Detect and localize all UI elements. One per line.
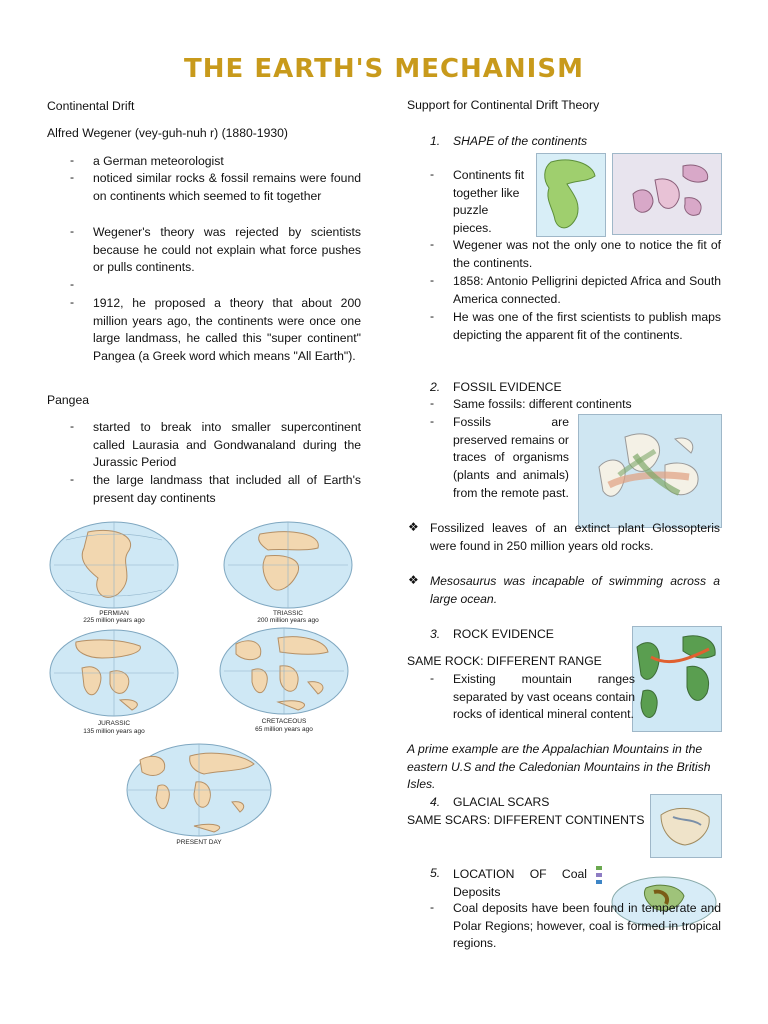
section-number: 4. xyxy=(430,795,441,809)
map-sublabel: 65 million years ago xyxy=(255,726,313,733)
glacial-scars-map xyxy=(650,794,722,858)
map-sublabel: 225 million years ago xyxy=(83,617,145,624)
map-label: CRETACEOUS xyxy=(261,718,307,725)
map-sublabel: 135 million years ago xyxy=(83,728,145,735)
list-item: noticed similar rocks & fossil remains were found on continents which seemed to fit together xyxy=(93,171,361,203)
dash: - xyxy=(70,419,75,433)
list-item: 1858: Antonio Pelligrini depicted Africa and South America connected. xyxy=(453,274,721,306)
rock-map-icon xyxy=(633,627,721,731)
pangea-map-icon xyxy=(537,154,605,236)
list-item: Coal deposits have been found in temperate and Polar Regions; however, coal is formed in tropical regions. xyxy=(453,901,721,951)
continents-fit-image xyxy=(612,153,722,235)
list-item: Continents fit together like puzzle pieces. xyxy=(453,168,525,236)
globe-map-icon xyxy=(222,520,354,610)
paleo-map-jurassic xyxy=(48,628,180,738)
dash: - xyxy=(70,277,75,291)
list-item: Existing mountain ranges separated by vast oceans contain rocks of identical mineral content. xyxy=(453,672,635,722)
map-label: JURASSIC xyxy=(97,720,131,727)
dash: - xyxy=(70,472,75,486)
dash: - xyxy=(70,170,75,184)
list-item: Wegener was not the only one to notice the fit of the continents. xyxy=(453,238,721,270)
section-title: GLACIAL SCARS xyxy=(453,795,550,809)
section-number: 1. xyxy=(430,134,441,148)
globe-map-icon xyxy=(124,742,274,838)
list-item: Fossilized leaves of an extinct plant Glossopteris were found in 250 million years old rocks. xyxy=(430,521,720,553)
section-subtitle: SAME SCARS: DIFFERENT CONTINENTS xyxy=(407,813,645,827)
continents-map-icon xyxy=(613,154,721,234)
diamond-bullet-icon: ❖ xyxy=(408,520,419,534)
paleo-map-triassic xyxy=(222,520,354,624)
dash: - xyxy=(430,671,435,685)
list-item: Same fossils: different continents xyxy=(453,397,632,411)
fossil-evidence-map xyxy=(578,414,722,528)
wegener-pronunciation: (vey-guh-nuh r) xyxy=(134,126,219,140)
section-number: 2. xyxy=(430,380,441,394)
list-item: Wegener's theory was rejected by scientists because he could not explain what force pushes or pulls continents. xyxy=(93,225,361,275)
pangea-heading: Pangea xyxy=(47,393,90,407)
dash: - xyxy=(430,900,435,914)
dash: - xyxy=(430,273,435,287)
list-item: He was one of the first scientists to publish maps depicting the apparent fit of the continents. xyxy=(453,310,721,342)
wegener-line xyxy=(47,125,288,143)
map-label: PERMIAN xyxy=(99,610,129,617)
paleo-map-cretaceous xyxy=(218,626,350,738)
pangea-fit-image xyxy=(536,153,606,237)
continental-drift-heading: Continental Drift xyxy=(47,99,135,113)
wegener-name: Alfred Wegener xyxy=(47,126,132,140)
section-title: LOCATION OF Coal Deposits xyxy=(453,867,587,899)
globe-map-icon xyxy=(48,628,180,718)
globe-map-icon xyxy=(218,626,350,716)
page-title: THE EARTH'S MECHANISM xyxy=(184,54,584,84)
dash: - xyxy=(70,153,75,167)
dash: - xyxy=(430,396,435,410)
list-item: Fossils are preserved remains or traces of organisms (plants and animals) from the remote past. xyxy=(453,415,569,500)
support-heading: Support for Continental Drift Theory xyxy=(407,98,600,112)
fossil-map-icon xyxy=(579,415,721,527)
dash: - xyxy=(430,414,435,428)
globe-map-icon xyxy=(48,520,180,610)
list-item: the large landmass that included all of Earth's present day continents xyxy=(93,473,361,505)
section-title: SHAPE of the continents xyxy=(453,134,588,148)
list-item: 1912, he proposed a theory that about 200 million years ago, the continents were once one large landmass, he called this "super continent" Pangea (a Greek word which means "All Earth"). xyxy=(93,296,361,364)
section-title: ROCK EVIDENCE xyxy=(453,627,554,641)
glacial-map-icon xyxy=(651,795,721,857)
map-sublabel: 200 million years ago xyxy=(257,617,319,624)
list-item: started to break into smaller supercontinent called Laurasia and Gondwanaland during the Jurassic Period xyxy=(93,420,361,470)
section-title: FOSSIL EVIDENCE xyxy=(453,380,562,394)
list-item: a German meteorologist xyxy=(93,154,224,168)
paleo-map-permian xyxy=(48,520,180,624)
dash: - xyxy=(430,237,435,251)
section-number: 5. xyxy=(430,866,441,880)
dash: - xyxy=(430,309,435,323)
rock-example-text: A prime example are the Appalachian Mountains in the eastern U.S and the Caledonian Mountains in the British Isles. xyxy=(407,742,711,792)
section-subtitle: SAME ROCK: DIFFERENT RANGE xyxy=(407,654,602,668)
paleo-map-present xyxy=(124,742,274,852)
wegener-years: (1880-1930) xyxy=(221,126,288,140)
dash: - xyxy=(70,224,75,238)
list-item: Mesosaurus was incapable of swimming across a large ocean. xyxy=(430,574,720,606)
map-label: PRESENT DAY xyxy=(176,839,222,846)
rock-evidence-map xyxy=(632,626,722,732)
map-label: TRIASSIC xyxy=(273,610,303,617)
dash: - xyxy=(70,295,75,309)
section-number: 3. xyxy=(430,627,441,641)
dash: - xyxy=(430,167,435,181)
diamond-bullet-icon: ❖ xyxy=(408,573,419,587)
